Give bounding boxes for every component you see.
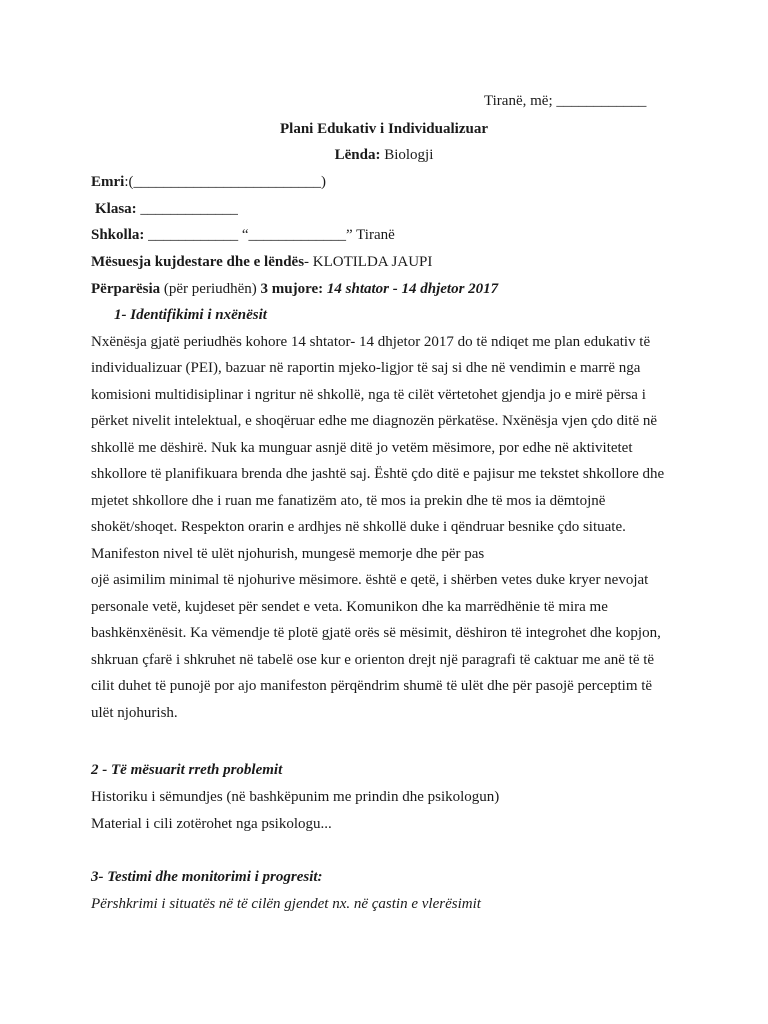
section1-line: Manifeston nivel të ulët njohurish, mungesë memorje dhe për pas [91,546,485,562]
section1-line: shkollore të planifikuara brenda dhe jashtë saj. Është çdo ditë e pajisur me tekstet shkollore dhe [91,466,665,482]
class-label: Klasa: [95,201,137,217]
section2-line: Historiku i sëmundjes (në bashkëpunim me prindin dhe psikologun) [91,789,500,805]
subject-value: Biologji [380,147,434,163]
section1-heading: 1- Identifikimi i nxënësit [114,307,267,323]
class-field [95,200,238,219]
school-field [91,226,395,245]
section1-line: mjetet shkollore dhe i ruan me fanatizëm ato, të mos ia prekin dhe të mos ia dëmtojnë [91,493,606,509]
name-label: Emri [91,174,125,190]
document-title: Plani Edukativ i Individualizuar [280,121,488,137]
priority-duration: 3 mujore: [260,281,324,297]
teacher-value: - KLOTILDA JAUPI [304,254,433,270]
name-field [91,173,326,192]
section1-line: Nxënësja gjatë periudhës kohore 14 shtator- 14 dhjetor 2017 do të ndiqet me plan edukativ të [91,334,651,350]
priority-label: Përparësia [91,281,161,297]
priority-field [91,280,498,299]
section1-line: shkruan çfarë i shkruhet në tabelë ose kur e orienton drejt një paragrafi të caktuar me anë të të [91,652,655,668]
priority-paren: (për periudhën) [160,281,261,297]
school-label: Shkolla: [91,227,145,243]
section1-line: përket nivelit intelektual, e shoqëruar edhe me diagnozën përkatëse. Nxënësja vjen çdo ditë në [91,413,658,429]
place-date: Tiranë, më; ____________ [484,93,647,109]
section1-line: shokët/shoqet. Respekton orarin e ardhjes në shkollë duke i qëndruar besnike çdo situate. [91,519,626,535]
section3-subheading: Përshkrimi i situatës në të cilën gjendet nx. në çastin e vlerësimit [91,896,481,912]
section1-line: komisioni multidisiplinar i ngritur në shkollë, nga të cilët vërtetohet gjendja jo e mirë përsa i [91,387,646,403]
section2-heading: 2 - Të mësuarit rreth problemit [91,762,283,778]
section1-line: bashkënxënësit. Ka vëmendje të plotë gjatë orës së mësimit, dëshiron të integrohet dhe kopjon, [91,625,661,641]
class-value: _____________ [136,201,238,217]
name-value: :(_________________________) [124,174,326,190]
subject-line [0,146,768,165]
section1-line: individualizuar (PEI), bazuar në raportin mjeko-ligjor të saj si dhe në vendimin e marrë nga [91,360,641,376]
section2-line: Material i cili zotërohet nga psikologu... [91,816,332,832]
priority-period: 14 shtator - 14 dhjetor 2017 [323,281,499,297]
section1-line: cilit duhet të punojë por ajo manifeston përqëndrim shumë të ulët dhe për pasojë perceptim të [91,678,653,694]
teacher-label: Mësuesja kujdestare dhe e lëndës [91,254,305,270]
section1-line: personale vetë, kujdeset për sendet e veta. Komunikon dhe ka marrëdhënie të mira me [91,599,608,615]
teacher-field [91,253,432,272]
section3-heading: 3- Testimi dhe monitorimi i progresit: [91,869,323,885]
subject-label: Lënda: [334,147,381,163]
school-value: ____________ “_____________” Tiranë [144,227,395,243]
section1-line: ulët njohurish. [91,705,178,721]
section1-line: shkollë me dëshirë. Nuk ka munguar asnjë ditë jo vetëm mësimore, por edhe në aktivitetet [91,440,633,456]
section1-line: ojë asimilim minimal të njohurive mësimore. është e qetë, i shërben vetes duke kryer nevojat [91,572,649,588]
